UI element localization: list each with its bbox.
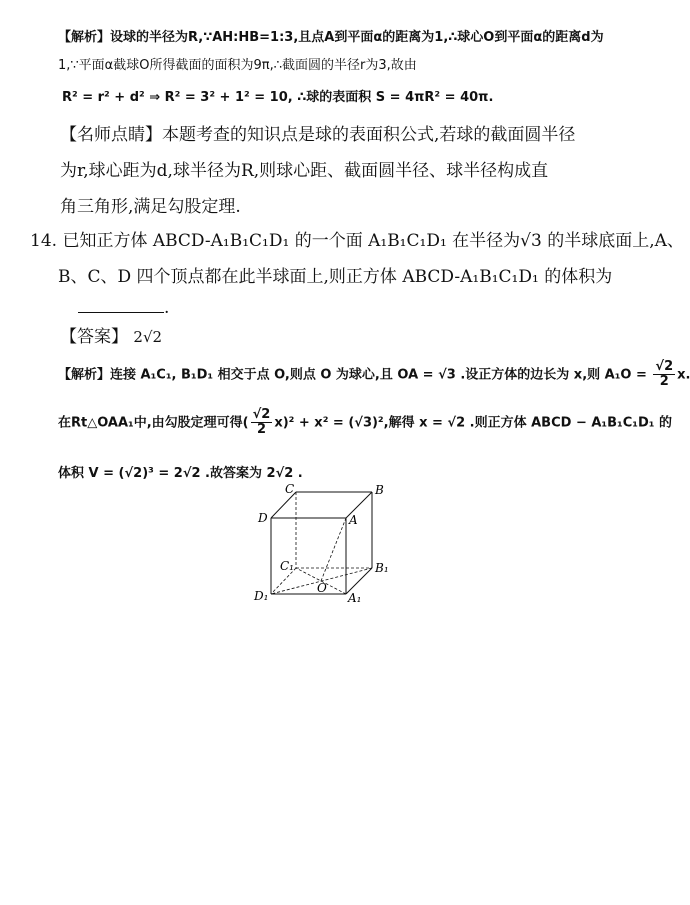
label-D1: D₁ bbox=[254, 589, 269, 603]
analysis-14-line-2: 在Rt△OAA₁中,由勾股定理可得( $\frac{√2}{2}$ x)² + x² = (√3)²,解得 x = √2 .则正方体 ABCD − A₁B₁C₁D₁ 的 bbox=[58, 407, 672, 438]
tip-line-2: 为r,球心距为d,球半径为R,则球心距、截面圆半径、球半径构成直 bbox=[60, 161, 549, 181]
fraction: $\frac{√2}{2}$ bbox=[252, 407, 271, 438]
label-O: O bbox=[317, 581, 327, 595]
tip-line-1: 【名师点睛】本题考查的知识点是球的表面积公式,若球的截面圆半径 bbox=[60, 125, 576, 145]
fraction: $\frac{√2}{2}$ bbox=[655, 359, 674, 390]
answer-blank bbox=[78, 296, 164, 313]
label-C1: C₁ bbox=[280, 559, 294, 573]
label-C: C bbox=[285, 482, 295, 496]
seg-O-A bbox=[321, 518, 346, 581]
analysis-14-line-1: 【解析】连接 A₁C₁, B₁D₁ 相交于点 O,则点 O 为球心,且 OA = √3 .设正方体的边长为 x,则 A₁O = $\frac{√2}{2}$ x. bbox=[58, 359, 690, 390]
question-14-line-1: 14. 已知正方体 ABCD-A₁B₁C₁D₁ 的一个面 A₁B₁C₁D₁ 在半径为√3 的半球底面上,A、 bbox=[30, 231, 684, 251]
answer-line bbox=[60, 322, 162, 347]
analysis-13-line-1: 【解析】设球的半径为R,∵AH:HB=1:3,且点A到平面α的距离为1,∴球心O到平面α的距离d为 bbox=[58, 30, 604, 45]
label-B: B bbox=[375, 483, 384, 497]
answer-value: 2√2 bbox=[133, 328, 163, 346]
question-14-line-3: . bbox=[78, 296, 169, 318]
tip-line-3: 角三角形,满足勾股定理. bbox=[60, 197, 241, 217]
question-14-line-2: B、C、D 四个顶点都在此半球面上,则正方体 ABCD-A₁B₁C₁D₁ 的体积为 bbox=[58, 267, 613, 287]
label-A: A bbox=[349, 513, 358, 527]
analysis-13-line-2: 1,∵平面α截球O所得截面的面积为9π,∴截面圆的半径r为3,故由 bbox=[58, 58, 417, 73]
cube-figure bbox=[240, 480, 400, 610]
analysis-14-line-3: 体积 V = (√2)³ = 2√2 .故答案为 2√2 . bbox=[58, 466, 303, 481]
label-D: D bbox=[258, 511, 268, 525]
label-A1: A₁ bbox=[348, 591, 362, 605]
answer-label: 【答案】 bbox=[60, 327, 128, 347]
label-B1: B₁ bbox=[375, 561, 389, 575]
analysis-13-line-3: R² = r² + d² ⇒ R² = 3² + 1² = 10, ∴球的表面积 S = 4πR² = 40π. bbox=[62, 90, 494, 105]
